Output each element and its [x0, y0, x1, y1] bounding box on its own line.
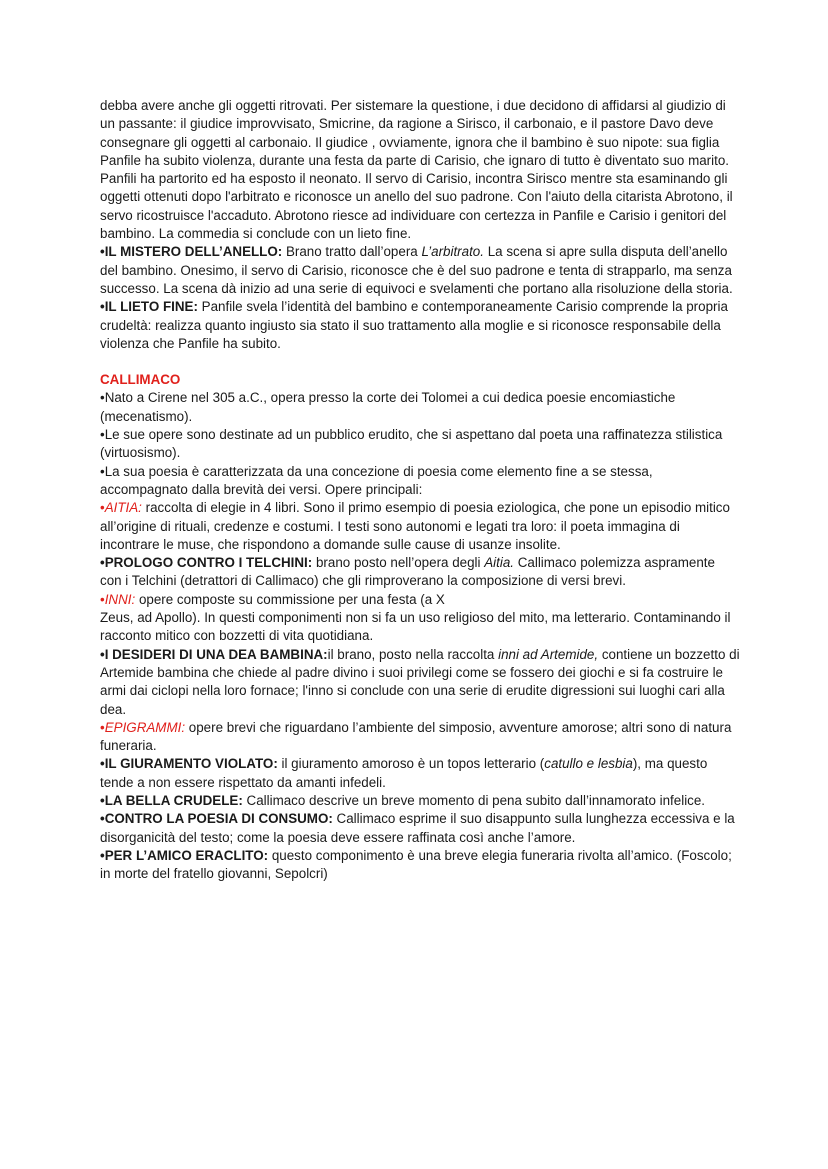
- giuramento-pre: il giuramento amoroso è un topos letterario (: [277, 756, 545, 772]
- giuramento-text: ), ma questo tende a non essere rispettato da amanti infedeli.: [100, 756, 708, 790]
- inni-text-1: opere composte su commissione per una festa (a X: [135, 591, 445, 607]
- mistero-text: La scena si apre sulla disputa dell’anello del bambino. Onesimo, il servo di Carisio, riconosce che è del suo padrone e tenta di strapparlo, ma senza successo. La scena dà inizio ad una serie di equivoci e svelamenti che portano alla risoluzione della storia.: [100, 244, 733, 296]
- aitia-paragraph: [100, 499, 740, 554]
- prologo-paragraph: [100, 554, 740, 591]
- bella-title: •LA BELLA CRUDELE:: [100, 792, 243, 808]
- prologo-text: Callimaco polemizza aspramente con i Telchini (detrattori di Callimaco) che gli rimproverano la composizione di versi brevi.: [100, 555, 715, 589]
- giuramento-title: •IL GIURAMENTO VIOLATO:: [100, 756, 278, 772]
- desideri-title: •I DESIDERI DI UNA DEA BAMBINA:: [100, 646, 328, 662]
- eraclito-paragraph: [100, 847, 740, 884]
- prologo-pre: brano posto nell’opera degli: [312, 555, 485, 571]
- eraclito-title: •PER L’AMICO ERACLITO:: [100, 847, 269, 863]
- lieto-title: •IL LIETO FINE:: [100, 299, 198, 315]
- aitia-title: AITIA:: [104, 500, 142, 516]
- giuramento-ref: catullo e lesbia: [544, 756, 633, 772]
- section-gap: [100, 353, 740, 371]
- aitia-text: raccolta di elegie in 4 libri. Sono il primo esempio di poesia eziologica, che pone un episodio mitico all’origine di rituali, credenze e costumi. I testi sono autonomi e legati tra loro: il poeta immagina di incontrare le muse, che rispondono a domande sulle cause di usanze insolite.: [100, 500, 730, 552]
- mistero-pre: Brano tratto dall’opera: [282, 244, 422, 260]
- aitia-bullet: •: [100, 500, 105, 516]
- desideri-pre: il brano, posto nella raccolta: [327, 646, 499, 662]
- section-heading-callimaco: CALLIMACO: [100, 372, 181, 388]
- lieto-text: Panfile svela l’identità del bambino e contemporaneamente Carisio comprende la propria crudeltà: realizza quanto ingiusto sia stato il suo trattamento alla moglie e si riconosce responsabile della violenza che Panfile ha subito.: [100, 299, 728, 351]
- callimaco-bullet-3: •La sua poesia è caratterizzata da una concezione di poesia come elemento fine a se stessa, accompagnato dalla brevità dei versi. Opere principali:: [100, 463, 653, 497]
- bella-paragraph: [100, 792, 740, 810]
- inni-paragraph-cont: Zeus, ad Apollo). In questi componimenti non si fa un uso religioso del mito, ma letterario. Contaminando il racconto mitico con bozzetti di vita quotidiana.: [100, 610, 731, 644]
- mistero-paragraph: [100, 243, 740, 298]
- epigrammi-text: opere brevi che riguardano l’ambiente del simposio, avventure amorose; altri sono di natura funeraria.: [100, 719, 732, 754]
- consumo-paragraph: [100, 810, 740, 847]
- inni-paragraph: [100, 591, 740, 609]
- consumo-text: Callimaco esprime il suo disappunto sulla lunghezza eccessiva e la disorganicità del testo; come la poesia deve essere raffinata così anche l’amore.: [100, 811, 735, 845]
- bella-text: Callimaco descrive un breve momento di pena subito dall’innamorato infelice.: [242, 792, 706, 808]
- epigrammi-bullet: •: [100, 719, 105, 735]
- eraclito-text: questo componimento è una breve elegia funeraria rivolta all’amico. (Foscolo; in morte del fratello giovanni, Sepolcri): [100, 847, 732, 882]
- callimaco-bullet-2: •Le sue opere sono destinate ad un pubblico erudito, che si aspettano dal poeta una raffinatezza stilistica (virtuosismo).: [100, 427, 723, 461]
- prologo-title: •PROLOGO CONTRO I TELCHINI:: [100, 555, 313, 571]
- epigrammi-paragraph: [100, 719, 740, 756]
- document-body: [100, 97, 740, 883]
- consumo-title: •CONTRO LA POESIA DI CONSUMO:: [100, 811, 333, 827]
- epigrammi-title: EPIGRAMMI:: [104, 719, 186, 735]
- giuramento-paragraph: [100, 755, 740, 792]
- mistero-title: •IL MISTERO DELL’ANELLO:: [100, 244, 283, 260]
- callimaco-bullet-1: •Nato a Cirene nel 305 a.C., opera presso la corte dei Tolomei a cui dedica poesie encomiastiche (mecenatismo).: [100, 390, 676, 424]
- inni-bullet: •: [100, 591, 105, 607]
- desideri-paragraph: [100, 646, 740, 719]
- intro-paragraph: debba avere anche gli oggetti ritrovati. Per sistemare la questione, i due decidono di affidarsi al giudizio di un passante: il giudice improvvisato, Smicrine, da ragione a Sirisco, il carbonaio, e il pastore Davo deve consegnare gli oggetti al carbonaio. Il giudice , ovviamente, ignora che il bambino è suo nipote: sua figlia Panfile ha subito violenza, durante una festa da parte di Carisio, che ignaro di tutto è diventato suo marito. Panfili ha partorito ed ha esposto il neonato. Il servo di Carisio, incontra Sirisco mentre sta esaminando gli oggetti ottenuti dopo l'arbitrato e riconosce un anello del suo padrone. Con l'aiuto della citarista Abrotono, il servo ricostruisce l'accaduto. Abrotono riesce ad individuare con certezza in Panfile e Carisio i genitori del bambino. La commedia si conclude con un lieto fine.: [100, 98, 733, 242]
- mistero-work: L’arbitrato.: [421, 244, 484, 260]
- prologo-work: Aitia.: [484, 555, 514, 571]
- inni-title: INNI:: [104, 591, 136, 607]
- lieto-paragraph: [100, 298, 740, 353]
- desideri-work: inni ad Artemide,: [498, 646, 599, 662]
- desideri-text: contiene un bozzetto di Artemide bambina che chiede al padre divino i suoi privilegi come se fossero dei giochi e si fa costruire le armi dai ciclopi nella loro fornace; l'inno si conclude con una serie di erudite digressioni sui luoghi cari alla dea.: [100, 646, 740, 717]
